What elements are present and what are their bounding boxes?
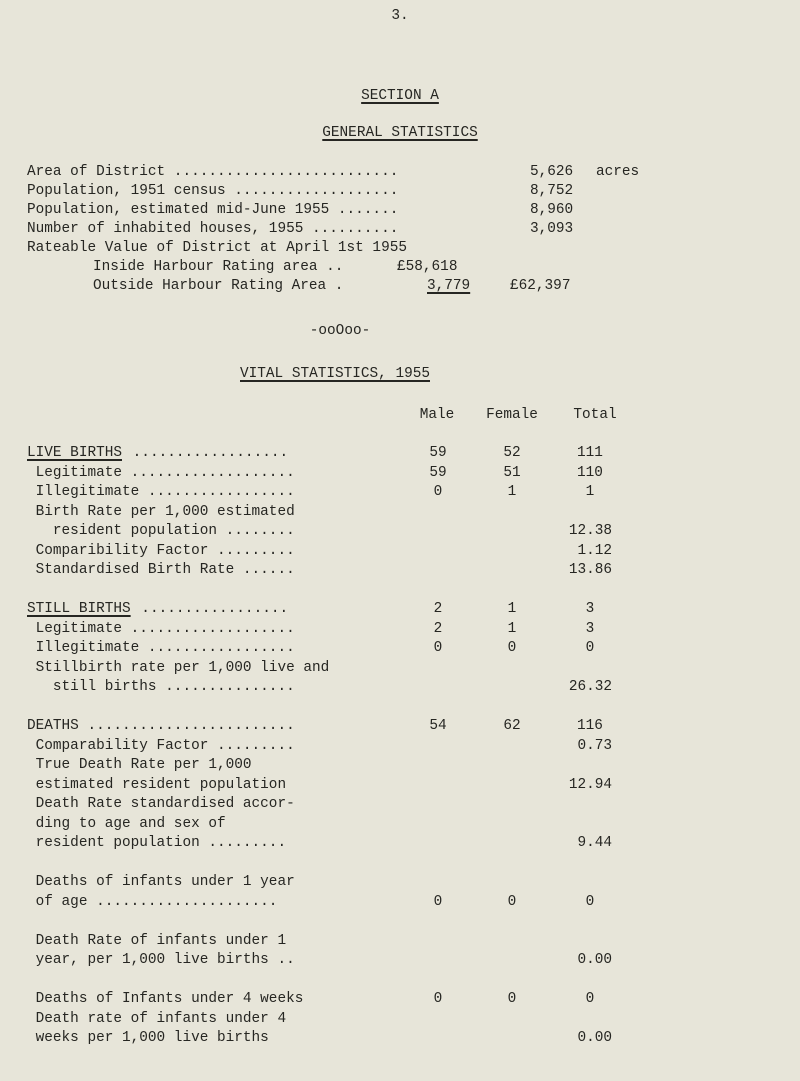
vital-title: VITAL STATISTICS, 1955 xyxy=(240,366,430,382)
row-female: 0 xyxy=(507,991,517,1007)
row-total: 0.00 xyxy=(577,1030,612,1046)
row-female: 52 xyxy=(503,445,521,461)
row-label: ding to age and sex of xyxy=(27,815,226,832)
row-total: 0 xyxy=(585,893,595,910)
row-total: 13.86 xyxy=(568,562,612,578)
row-male: 54 xyxy=(429,718,447,734)
inside-harbour-value: £58,618 xyxy=(397,259,458,275)
row-total: 0.73 xyxy=(577,737,612,754)
row-male: 59 xyxy=(429,445,447,461)
row-total: 110 xyxy=(577,464,603,481)
general-label: Population, 1951 census ................... xyxy=(27,183,399,199)
row-total: 9.44 xyxy=(577,835,612,851)
row-female: 1 xyxy=(507,601,517,617)
row-male: 0 xyxy=(433,640,443,656)
row-male: 0 xyxy=(433,893,443,910)
row-total: 3 xyxy=(585,601,595,617)
outside-harbour-label: Outside Harbour Rating Area . xyxy=(93,278,344,294)
row-total: 111 xyxy=(577,445,603,461)
general-unit: acres xyxy=(596,164,640,180)
row-label: Comparability Factor ......... xyxy=(27,737,295,754)
row-male: 0 xyxy=(433,991,443,1007)
row-label: Death rate of infants under 4 xyxy=(27,1010,287,1027)
row-label: year, per 1,000 live births .. xyxy=(27,952,295,968)
row-label: weeks per 1,000 live births xyxy=(27,1030,269,1046)
row-total: 0 xyxy=(585,991,595,1007)
row-total: 12.94 xyxy=(568,776,612,793)
general-label: Rateable Value of District at April 1st 1955 xyxy=(27,240,407,256)
row-label: resident population ......... xyxy=(27,835,287,851)
row-female: 1 xyxy=(507,484,517,500)
row-total: 0 xyxy=(585,640,595,656)
row-total: 26.32 xyxy=(568,679,612,695)
row-label: Illegitimate ................. xyxy=(27,484,295,500)
row-total: 0.00 xyxy=(577,952,612,968)
row-label: Stillbirth rate per 1,000 live and xyxy=(27,659,330,676)
row-label: LIVE BIRTHS xyxy=(27,445,122,461)
general-value: 3,093 xyxy=(530,221,574,237)
row-male: 2 xyxy=(433,620,443,637)
inside-harbour-label: Inside Harbour Rating area .. xyxy=(93,259,344,275)
row-total: 1.12 xyxy=(577,542,612,559)
general-value: 5,626 xyxy=(530,164,574,180)
row-label: Comparibility Factor ......... xyxy=(27,542,295,559)
row-female: 0 xyxy=(507,640,517,656)
row-label: True Death Rate per 1,000 xyxy=(27,757,252,773)
row-total: 3 xyxy=(585,620,595,637)
row-label: DEATHS ........................ xyxy=(27,718,295,734)
row-label: STILL BIRTHS xyxy=(27,601,131,617)
section-title: SECTION A xyxy=(361,88,439,104)
row-male: 0 xyxy=(433,484,443,500)
subtitle: GENERAL STATISTICS xyxy=(322,125,478,141)
column-male: Male xyxy=(419,407,455,423)
page-number: 3. xyxy=(391,8,409,24)
row-male: 2 xyxy=(433,601,443,617)
general-label: Number of inhabited houses, 1955 .......... xyxy=(27,221,399,237)
general-value: 8,960 xyxy=(530,202,574,218)
column-total: Total xyxy=(573,407,617,423)
row-female: 1 xyxy=(507,620,517,637)
row-total: 12.38 xyxy=(568,523,612,539)
row-label: Birth Rate per 1,000 estimated xyxy=(27,503,295,520)
row-dots: ................. xyxy=(132,601,289,617)
row-label: Deaths of infants under 1 year xyxy=(27,874,295,890)
row-label: Standardised Birth Rate ...... xyxy=(27,562,295,578)
row-label: Deaths of Infants under 4 weeks xyxy=(27,991,304,1007)
separator: -ooOoo- xyxy=(309,323,371,339)
column-female: Female xyxy=(486,407,538,423)
row-label: still births ............... xyxy=(27,679,295,695)
row-dots: .................. xyxy=(124,445,289,461)
row-total: 116 xyxy=(577,718,603,734)
row-label: Death Rate standardised accor- xyxy=(27,796,295,812)
row-label: Legitimate ................... xyxy=(27,620,295,637)
row-label: Legitimate ................... xyxy=(27,464,295,481)
row-label: resident population ........ xyxy=(27,523,295,539)
row-total: 1 xyxy=(585,484,595,500)
row-female: 0 xyxy=(507,893,517,910)
general-value: 8,752 xyxy=(530,183,574,199)
row-female: 51 xyxy=(503,464,521,481)
general-label: Population, estimated mid-June 1955 ....... xyxy=(27,202,399,218)
row-female: 62 xyxy=(503,718,521,734)
row-male: 59 xyxy=(429,464,447,481)
row-label: Death Rate of infants under 1 xyxy=(27,932,287,949)
row-label: estimated resident population xyxy=(27,776,287,793)
row-label: Illegitimate ................. xyxy=(27,640,295,656)
rateable-total: £62,397 xyxy=(510,278,571,294)
general-label: Area of District .......................... xyxy=(27,164,399,180)
row-label: of age ..................... xyxy=(27,893,278,910)
outside-harbour-value: 3,779 xyxy=(427,278,471,294)
